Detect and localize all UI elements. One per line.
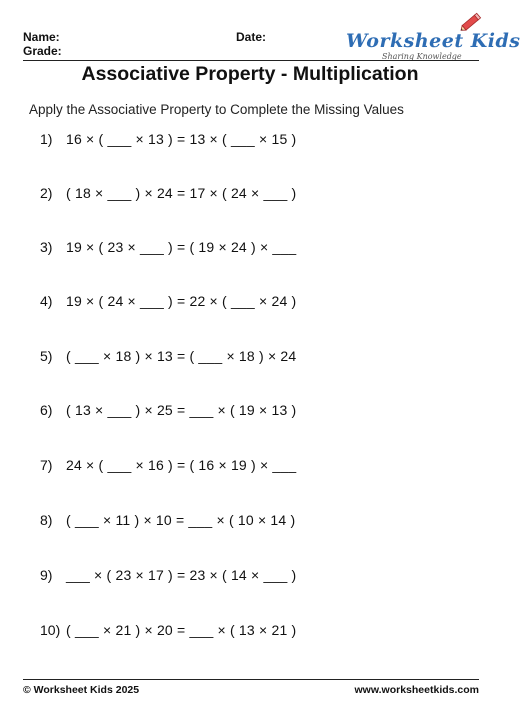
problem-item	[40, 185, 296, 201]
problem-expression: ( 18 × ___ ) × 24 = 17 × ( 24 × ___ )	[66, 185, 297, 201]
problem-number: 8)	[40, 512, 53, 528]
problem-number: 10)	[40, 622, 61, 638]
problem-item	[40, 512, 295, 528]
problem-expression: 19 × ( 23 × ___ ) = ( 19 × 24 ) × ___	[66, 239, 297, 255]
problem-expression: ( ___ × 11 ) × 10 = ___ × ( 10 × 14 )	[66, 512, 296, 528]
problem-item	[40, 457, 296, 473]
problem-number: 3)	[40, 239, 53, 255]
problem-expression: ___ × ( 23 × 17 ) = 23 × ( 14 × ___ )	[66, 567, 297, 583]
date-label: Date:	[236, 30, 267, 44]
problem-number: 2)	[40, 185, 53, 201]
problem-expression: ( ___ × 21 ) × 20 = ___ × ( 13 × 21 )	[66, 622, 297, 638]
instructions-text: Apply the Associative Property to Complete the Missing Values	[29, 102, 404, 117]
footer-website-link[interactable]: www.worksheetkids.com	[354, 684, 479, 696]
problem-item	[40, 622, 296, 638]
problem-number: 5)	[40, 348, 53, 364]
problem-number: 4)	[40, 293, 53, 309]
problem-expression: 24 × ( ___ × 16 ) = ( 16 × 19 ) × ___	[66, 457, 297, 473]
problem-item	[40, 239, 296, 255]
problem-expression: ( 13 × ___ ) × 25 = ___ × ( 19 × 13 )	[66, 402, 297, 418]
worksheet-title: Associative Property - Multiplication	[81, 63, 419, 85]
worksheet-kids-logo	[338, 10, 520, 62]
problem-item	[40, 567, 296, 583]
problem-item	[40, 402, 296, 418]
problem-item	[40, 293, 296, 309]
problem-item	[40, 348, 296, 364]
grade-label: Grade:	[23, 44, 62, 58]
problem-expression: ( ___ × 18 ) × 13 = ( ___ × 18 ) × 24	[66, 348, 297, 364]
problem-number: 9)	[40, 567, 53, 583]
problem-expression: 19 × ( 24 × ___ ) = 22 × ( ___ × 24 )	[66, 293, 297, 309]
footer-copyright: © Worksheet Kids 2025	[23, 684, 140, 696]
problem-number: 7)	[40, 457, 53, 473]
logo-text: Worksheet Kids	[346, 30, 520, 52]
footer-divider	[23, 679, 479, 680]
problem-number: 1)	[40, 131, 53, 147]
problem-expression: 16 × ( ___ × 13 ) = 13 × ( ___ × 15 )	[66, 131, 297, 147]
problem-number: 6)	[40, 402, 53, 418]
name-label: Name:	[23, 30, 60, 44]
problem-item	[40, 131, 296, 147]
logo-tagline: Sharing Knowledge	[382, 52, 462, 61]
header-divider	[23, 60, 479, 61]
